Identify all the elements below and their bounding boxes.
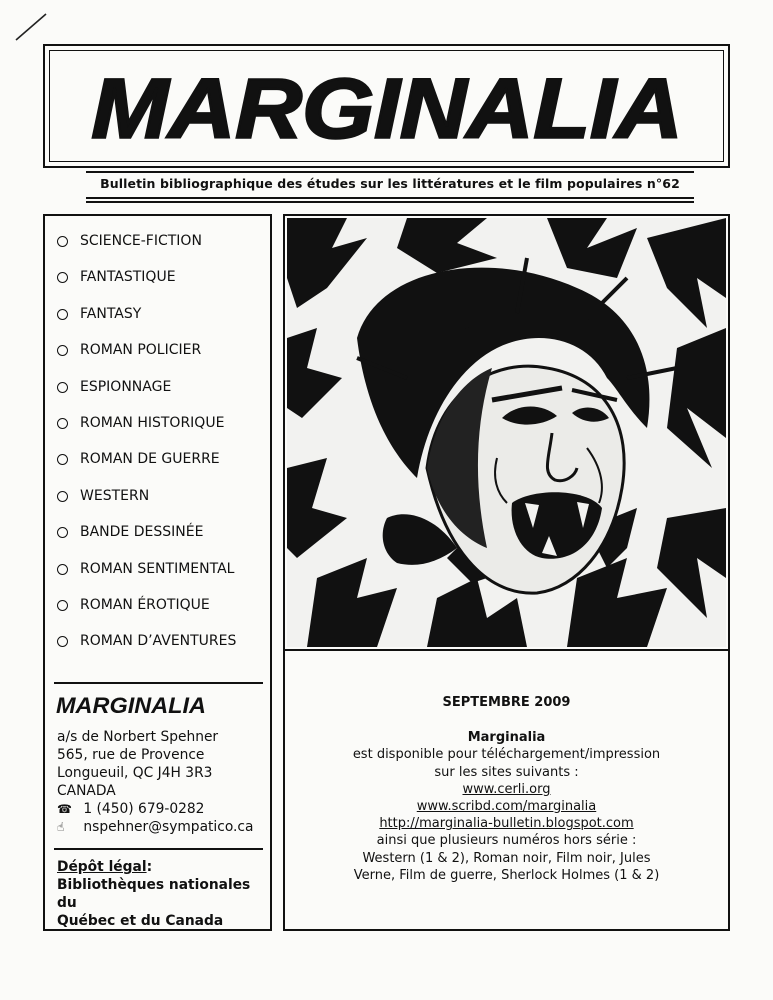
genre-label: ROMAN D’AVENTURES bbox=[80, 633, 237, 650]
genre-label: FANTASY bbox=[80, 305, 142, 322]
info-line: ainsi que plusieurs numéros hors série : bbox=[376, 833, 637, 849]
phone-row bbox=[57, 800, 253, 818]
legal-deposit: Dépôt légal: Bibliothèques nationales du Québec et du Canada bbox=[57, 858, 270, 930]
list-item bbox=[57, 524, 236, 560]
phone-number: 1 (450) 679-0282 bbox=[83, 801, 205, 817]
divider bbox=[54, 848, 263, 850]
link-scribd[interactable]: www.scribd.com/marginalia bbox=[416, 799, 597, 815]
info-line: sur les sites suivants : bbox=[434, 764, 579, 780]
circle-bullet-icon bbox=[57, 491, 68, 502]
genre-label: ROMAN HISTORIQUE bbox=[80, 414, 225, 431]
genre-label: FANTASTIQUE bbox=[80, 269, 176, 286]
genre-label: ESPIONNAGE bbox=[80, 378, 172, 395]
address-street: 565, rue de Provence bbox=[57, 747, 205, 763]
list-item bbox=[57, 451, 236, 487]
address-city: Longueuil, QC J4H 3R3 bbox=[57, 765, 213, 781]
divider bbox=[285, 649, 728, 651]
link-cerli[interactable]: www.cerli.org bbox=[462, 781, 551, 797]
publisher-address bbox=[57, 728, 253, 836]
info-line: est disponible pour téléchargement/impression bbox=[352, 747, 661, 763]
genre-label: SCIENCE-FICTION bbox=[80, 233, 202, 249]
telephone-icon: ☎ bbox=[57, 802, 72, 816]
genre-list bbox=[57, 233, 236, 670]
svg-text:MARGINALIA: MARGINALIA bbox=[91, 61, 683, 156]
masthead-title bbox=[50, 51, 723, 161]
circle-bullet-icon bbox=[57, 382, 68, 393]
circle-bullet-icon bbox=[57, 418, 68, 429]
list-item bbox=[57, 488, 236, 524]
subtitle-rule-top bbox=[86, 171, 694, 173]
list-item bbox=[57, 269, 236, 305]
genre-sidebar bbox=[43, 214, 272, 931]
genre-label: ROMAN SENTIMENTAL bbox=[80, 560, 235, 577]
circle-bullet-icon bbox=[57, 454, 68, 465]
list-item bbox=[57, 561, 236, 597]
circle-bullet-icon bbox=[57, 272, 68, 283]
issue-date: SEPTEMBRE 2009 bbox=[442, 695, 571, 710]
circle-bullet-icon bbox=[57, 600, 68, 611]
email-address[interactable]: nspehner@sympatico.ca bbox=[83, 819, 254, 835]
masthead bbox=[43, 44, 730, 168]
subtitle-rule-bottom bbox=[86, 197, 694, 199]
publisher-logo bbox=[54, 690, 214, 720]
svg-text:MARGINALIA: MARGINALIA bbox=[56, 693, 206, 718]
circle-bullet-icon bbox=[57, 236, 68, 247]
list-item bbox=[57, 233, 236, 269]
genre-label: ROMAN DE GUERRE bbox=[80, 451, 220, 468]
list-item bbox=[57, 379, 236, 415]
list-item bbox=[57, 306, 236, 342]
genre-label: ROMAN POLICIER bbox=[80, 342, 202, 359]
pointing-hand-icon: ☝ bbox=[57, 820, 65, 834]
circle-bullet-icon bbox=[57, 564, 68, 575]
circle-bullet-icon bbox=[57, 309, 68, 320]
email-row bbox=[57, 818, 253, 836]
vampire-illustration bbox=[287, 218, 726, 647]
legal-line-2: Québec et du Canada bbox=[57, 913, 224, 929]
list-item bbox=[57, 415, 236, 451]
divider bbox=[54, 682, 263, 684]
brand-name: Marginalia bbox=[467, 730, 546, 746]
address-care-of: a/s de Norbert Spehner bbox=[57, 729, 219, 745]
legal-label: Dépôt légal bbox=[57, 859, 147, 875]
genre-label: BANDE DESSINÉE bbox=[80, 524, 204, 541]
list-item bbox=[57, 597, 236, 633]
corner-mark bbox=[14, 12, 48, 42]
vampire-illustration-art bbox=[287, 218, 726, 647]
issue-info bbox=[285, 694, 728, 884]
list-item bbox=[57, 633, 236, 669]
list-item bbox=[57, 342, 236, 378]
link-blogspot[interactable]: http://marginalia-bulletin.blogspot.com bbox=[379, 816, 634, 832]
cover-panel bbox=[283, 214, 730, 931]
circle-bullet-icon bbox=[57, 527, 68, 538]
subtitle: Bulletin bibliographique des études sur les littératures et le film populaires n°62 bbox=[100, 176, 680, 191]
circle-bullet-icon bbox=[57, 345, 68, 356]
address-country: CANADA bbox=[57, 783, 116, 799]
legal-line-1: Bibliothèques nationales du bbox=[57, 877, 251, 911]
info-line: Western (1 & 2), Roman noir, Film noir, Jules bbox=[362, 850, 651, 866]
circle-bullet-icon bbox=[57, 636, 68, 647]
genre-label: WESTERN bbox=[80, 487, 150, 504]
subtitle-rule-bottom-2 bbox=[86, 201, 694, 203]
genre-label: ROMAN ÉROTIQUE bbox=[80, 596, 210, 613]
info-line: Verne, Film de guerre, Sherlock Holmes (1 & 2) bbox=[353, 867, 660, 883]
